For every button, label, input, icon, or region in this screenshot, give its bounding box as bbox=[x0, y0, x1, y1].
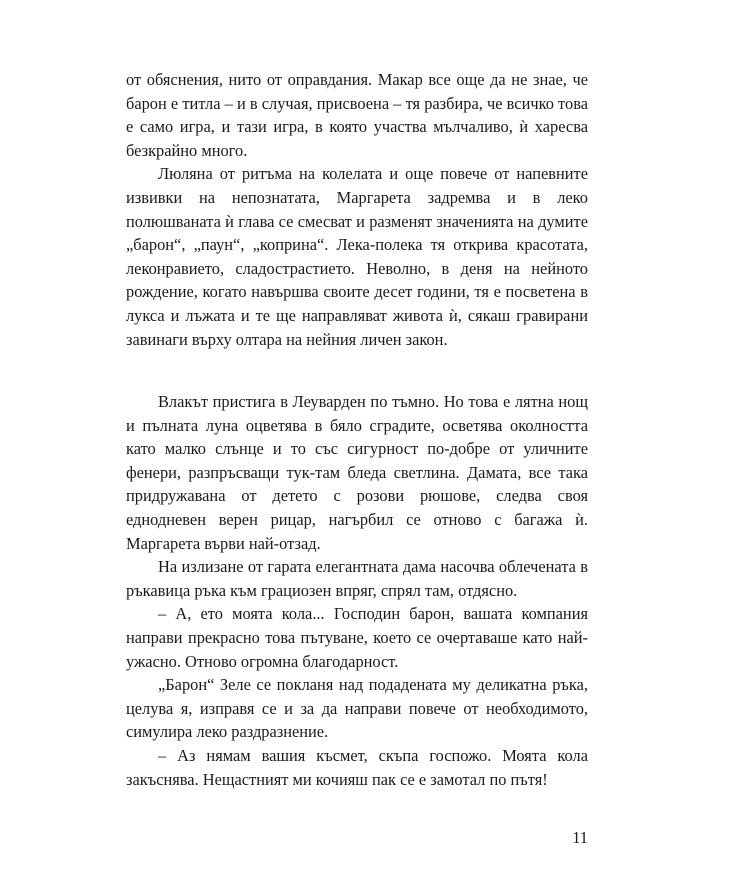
paragraph-dialogue: – Аз нямам вашия късмет, скъпа госпожо. Моята кола закъснява. Нещастният ми кочияш пак се е замотал по пътя! bbox=[126, 745, 588, 789]
paragraph: „Барон“ Зеле се покланя над подадената му деликатна ръка, целува я, изправя се и за да направи повече от необходимото, симулира леко раздразнение. bbox=[126, 675, 588, 742]
paragraph: Влакът пристига в Леуварден по тъмно. Но това е лятна нощ и пълната луна оцветява в бяло сградите, осветява околността като малко слънце и то със сигурност по-добре от уличните фенери, разпръсващи тук-там бледа светлина. Дамата, все така придружавана от детето с розови рюшове, следва своя еднодневен верен рицар, нагърбил се отново с багажа ѝ. Маргарета върви най-отзад. bbox=[126, 392, 588, 553]
paragraph: На излизане от гарата елегантната дама насочва облечената в ръкавица ръка към грациозен впряг, спрял там, отдясно. bbox=[126, 557, 588, 600]
paragraph-continuation: от обяснения, нито от оправдания. Макар все още да не знае, че барон е титла – и в случая, присвоена – тя разбира, че всичко това е само игра, и тази игра, в която участва мълчаливо, ѝ харесва безкрайно много. bbox=[126, 70, 588, 160]
paragraph: Люляна от ритъма на колелата и още повече от напевните извивки на непознатата, Маргарета задремва и в леко полюшваната ѝ глава се смесват и разменят значенията на думите „барон“, „паун“, „коприна“. Лека-полека тя открива красотата, леконравието, сладострастието. Неволно, в деня на нейното рождение, когато навършва своите десет години, тя е посветена в лукса и лъжата и те ще направляват живота ѝ, сякаш гравирани завинаги върху олтара на нейния личен закон. bbox=[126, 164, 588, 349]
paragraph-dialogue: – А, ето моята кола... Господин барон, вашата компания направи прекрасно това пътуване, което се очертаваше като най-ужасно. Отново огромна благодарност. bbox=[126, 604, 588, 671]
text-section-1 bbox=[126, 68, 588, 351]
page-number: 11 bbox=[572, 828, 588, 847]
text-section-2 bbox=[126, 390, 588, 791]
